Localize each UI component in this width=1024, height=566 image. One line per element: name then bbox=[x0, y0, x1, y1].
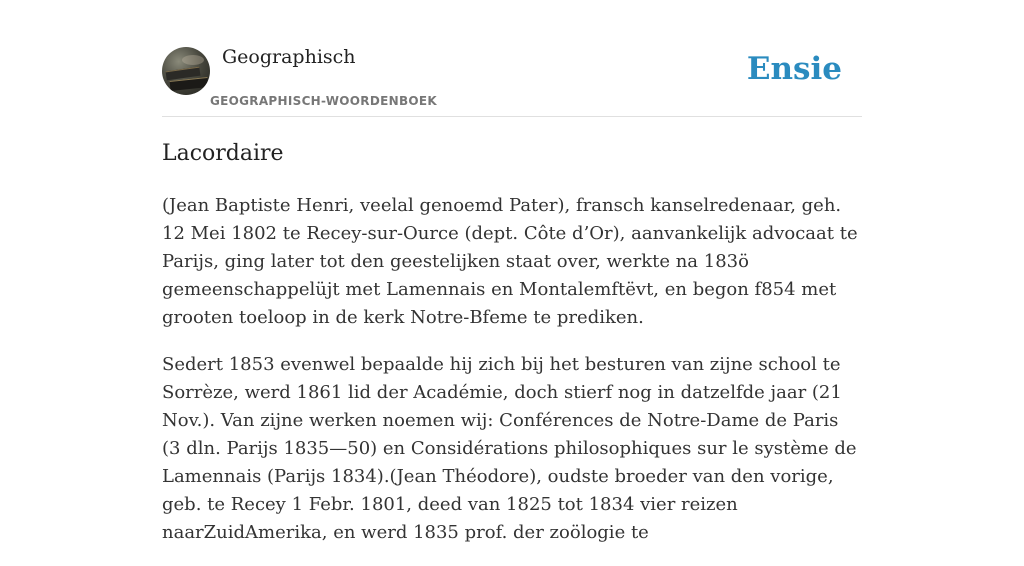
article-paragraph: (Jean Baptiste Henri, veelal genoemd Pater), fransch kanselredenaar, geh. 12 Mei 1802 te Recey-sur-Ource (dept. Côte d’Or), aanvankelijk advocaat te Parijs, ging later tot den geestelijken staat over, werkte na 183ö gemeenschappelüjt met Lamennais en Montalemftëvt, en begon f854 met grooten toeloop in de kerk Notre-Bfeme te prediken. bbox=[162, 195, 858, 328]
article-body bbox=[162, 192, 862, 566]
source-slug-link[interactable]: GEOGRAPHISCH-WOORDENBOEK bbox=[210, 94, 437, 108]
source-avatar[interactable] bbox=[162, 47, 210, 95]
article-paragraph: Sedert 1853 evenwel bepaalde hij zich bij het besturen van zijne school te Sorrèze, werd 1861 lid der Académie, doch stierf nog in datzelfde jaar (21 Nov.). Van zijne werken noemen wij: Conférences de Notre-Dame de Paris (3 dln. Parijs 1835—50) en Considérations philosophiques sur le système de Lamennais (Parijs 1834).(Jean Théodore), oudste broeder van den vorige, geb. te Recey 1 Febr. 1801, deed van 1825 tot 1834 vier reizen naarZuidAmerika, en werd 1835 prof. der zoölogie te bbox=[162, 354, 857, 543]
book-spine-bottom bbox=[170, 77, 209, 91]
books-icon bbox=[182, 55, 204, 65]
page bbox=[162, 0, 862, 543]
source-name-link[interactable]: Geographisch bbox=[222, 46, 356, 68]
ensie-logo[interactable]: Ensie bbox=[746, 51, 842, 87]
article-title: Lacordaire bbox=[162, 141, 284, 166]
source-header bbox=[162, 0, 862, 117]
